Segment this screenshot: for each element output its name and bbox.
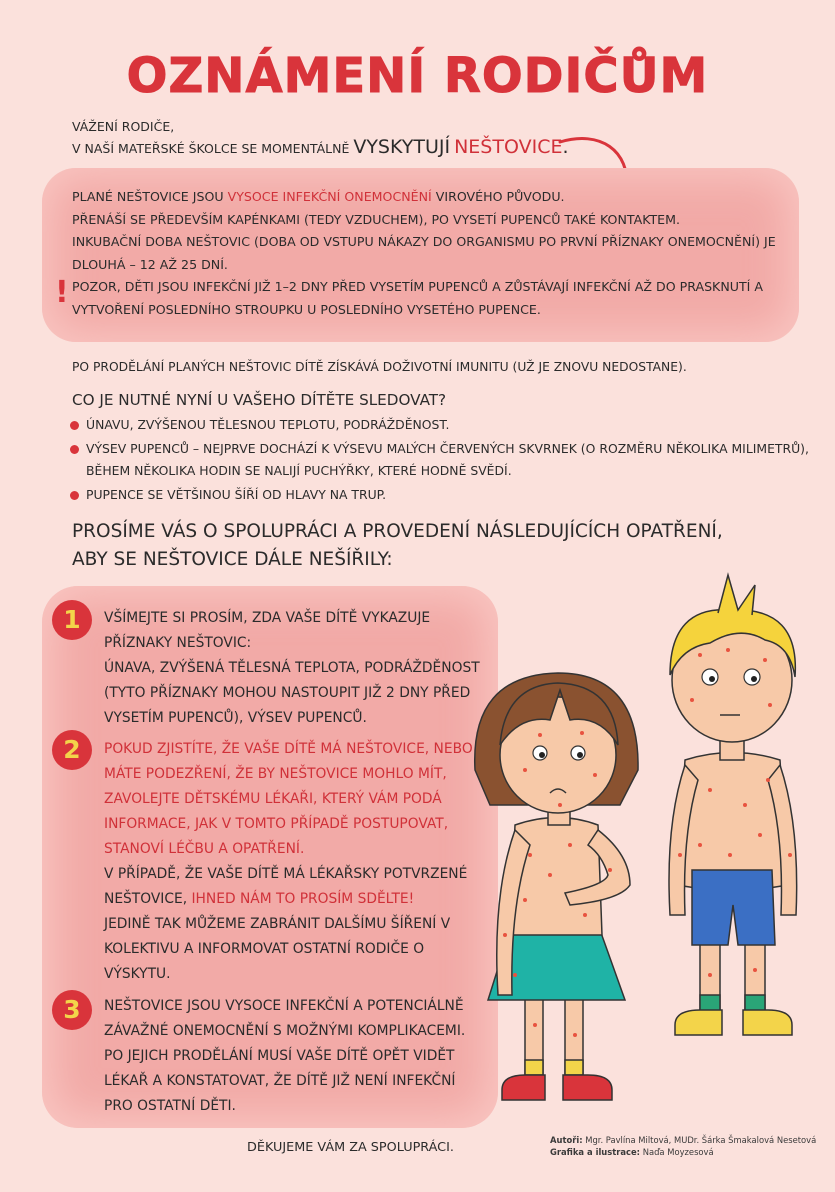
intro bbox=[72, 117, 569, 159]
intro-disease: NEŠTOVICE bbox=[454, 136, 563, 158]
info-p1 bbox=[72, 186, 792, 209]
step-2 bbox=[104, 737, 484, 987]
intro-line bbox=[72, 137, 569, 159]
girl-figure bbox=[475, 673, 638, 1100]
intro-emph: VYSKYTUJÍ bbox=[353, 136, 451, 158]
step-2-text-c: JEDINĚ TAK MŮŽEME ZABRÁNIT DALŠÍMU ŠÍŘENÍ V KOLEKTIVU A INFORMOVAT OSTATNÍ RODIČE O VÝSKYTU. bbox=[104, 916, 451, 982]
boy-figure bbox=[669, 575, 797, 1035]
step-number-2-badge: 2 bbox=[52, 730, 92, 770]
list-item: ÚNAVU, ZVÝŠENOU TĚLESNOU TEPLOTU, PODRÁŽDĚNOST. bbox=[70, 414, 810, 436]
info-p3: INKUBAČNÍ DOBA NEŠTOVIC (DOBA OD VSTUPU NÁKAZY DO ORGANISMU PO PRVNÍ PŘÍZNAKY ONEMOCNĚNÍ) JE DLOUHÁ – 12 AŽ 25 DNÍ. bbox=[72, 234, 776, 272]
request-line-2: ABY SE NEŠTOVICE DÁLE NEŠÍŘILY: bbox=[72, 549, 393, 570]
step-3-text-a: NEŠTOVICE JSOU VYSOCE INFEKČNÍ A POTENCIÁLNĚ ZÁVAŽNÉ ONEMOCNĚNÍ S MOŽNÝMI KOMPLIKACEMI. PO JEJICH PRODĚLÁNÍ MUSÍ VAŠE DÍTĚ OPĚT VIDĚT LÉKAŘ A KONSTATOVAT, ŽE DÍTĚ JIŽ NENÍ INFEKČNÍ PRO OSTATNÍ DĚTI. bbox=[104, 998, 466, 1114]
step-1-text-a: VŠÍMEJTE SI PROSÍM, ZDA VAŠE DÍTĚ VYKAZUJE PŘÍZNAKY NEŠTOVIC: bbox=[104, 610, 431, 651]
step-1 bbox=[104, 606, 484, 731]
watch-list bbox=[70, 414, 810, 506]
children-illustration bbox=[470, 555, 820, 1110]
credits-authors-label: Autoři: bbox=[550, 1135, 583, 1145]
immunity-note: PO PRODĚLÁNÍ PLANÝCH NEŠTOVIC DÍTĚ ZÍSKÁVÁ DOŽIVOTNÍ IMUNITU (UŽ JE ZNOVU NEDOSTANE). bbox=[72, 360, 687, 374]
credits-graphics bbox=[550, 1146, 816, 1158]
credits bbox=[550, 1134, 816, 1158]
greeting: VÁŽENÍ RODIČE, bbox=[72, 119, 175, 134]
credits-graphics-label: Grafika a ilustrace: bbox=[550, 1147, 641, 1157]
info-p1-start: PLANÉ NEŠTOVICE JSOU bbox=[72, 189, 228, 204]
thanks-line: DĚKUJEME VÁM ZA SPOLUPRÁCI. bbox=[247, 1140, 454, 1155]
request-line-1: PROSÍME VÁS O SPOLUPRÁCI A PROVEDENÍ NÁSLEDUJÍCÍCH OPATŘENÍ, bbox=[72, 521, 723, 542]
intro-line-start: V NAŠÍ MATEŘSKÉ ŠKOLCE SE MOMENTÁLNĚ bbox=[72, 141, 354, 156]
credits-graphics-name: Naďa Moyzesová bbox=[640, 1147, 714, 1157]
step-number-1-badge: 1 bbox=[52, 600, 92, 640]
list-item: PUPENCE SE VĚTŠINOU ŠÍŘÍ OD HLAVY NA TRUP. bbox=[70, 484, 810, 506]
intro-end: . bbox=[562, 136, 569, 158]
step-3 bbox=[104, 994, 484, 1119]
step-2-text-b-red: IHNED NÁM TO PROSÍM SDĚLTE! bbox=[191, 891, 415, 907]
step-2-text-b bbox=[104, 862, 484, 912]
step-2-text-red: POKUD ZJISTÍTE, ŽE VAŠE DÍTĚ MÁ NEŠTOVICE, NEBO MÁTE PODEZŘENÍ, ŽE BY NEŠTOVICE MOHLO MÍT, ZAVOLEJTE DĚTSKÉMU LÉKAŘI, KTERÝ VÁM PODÁ INFORMACE, JAK V TOMTO PŘÍPADĚ POSTUPOVAT, STANOVÍ LÉČBU A OPATŘENÍ. bbox=[104, 741, 473, 857]
watch-heading: CO JE NUTNÉ NYNÍ U VAŠEHO DÍTĚTE SLEDOVAT? bbox=[72, 391, 447, 409]
credits-authors-names: Mgr. Pavlína Miltová, MUDr. Šárka Šmakalová Nesetová bbox=[582, 1135, 817, 1145]
info-p4: POZOR, DĚTI JSOU INFEKČNÍ JIŽ 1–2 DNY PŘED VYSETÍM PUPENCŮ A ZŮSTÁVAJÍ INFEKČNÍ AŽ DO PRASKNUTÍ A VYTVOŘENÍ POSLEDNÍHO STROUPKU U POSLEDNÍHO VYSETÉHO PUPENCE. bbox=[72, 279, 763, 317]
info-box-text bbox=[72, 186, 792, 321]
step-1-text-b: ÚNAVA, ZVÝŠENÁ TĚLESNÁ TEPLOTA, PODRÁŽDĚNOST (TYTO PŘÍZNAKY MOHOU NASTOUPIT JIŽ 2 DNY PŘED VYSETÍM PUPENCŮ), VÝSEV PUPENCŮ. bbox=[104, 660, 480, 726]
info-p2: PŘENÁŠÍ SE PŘEDEVŠÍM KAPÉNKAMI (TEDY VZDUCHEM), PO VYSETÍ PUPENCŮ TAKÉ KONTAKTEM. bbox=[72, 211, 681, 227]
credits-authors bbox=[550, 1134, 816, 1146]
step-2-text-b-start: V PŘÍPADĚ, ŽE VAŠE DÍTĚ MÁ LÉKAŘSKY POTVRZENÉ NEŠTOVICE, bbox=[104, 866, 468, 907]
info-p1-end: VIROVÉHO PŮVODU. bbox=[431, 189, 565, 204]
page-title: OZNÁMENÍ RODIČŮM bbox=[126, 48, 709, 104]
info-p1-highlight: VYSOCE INFEKČNÍ ONEMOCNĚNÍ bbox=[227, 189, 432, 204]
step-number-3-badge: 3 bbox=[52, 990, 92, 1030]
warning-exclamation-icon: ! bbox=[55, 275, 69, 310]
list-item: VÝSEV PUPENCŮ – NEJPRVE DOCHÁZÍ K VÝSEVU MALÝCH ČERVENÝCH SKVRNEK (O ROZMĚRU NĚKOLIKA MILIMETRŮ), BĚHEM NĚKOLIKA HODIN SE NALIJÍ PUCHÝŘKY, KTERÉ HODNĚ SVĚDÍ. bbox=[70, 438, 810, 482]
